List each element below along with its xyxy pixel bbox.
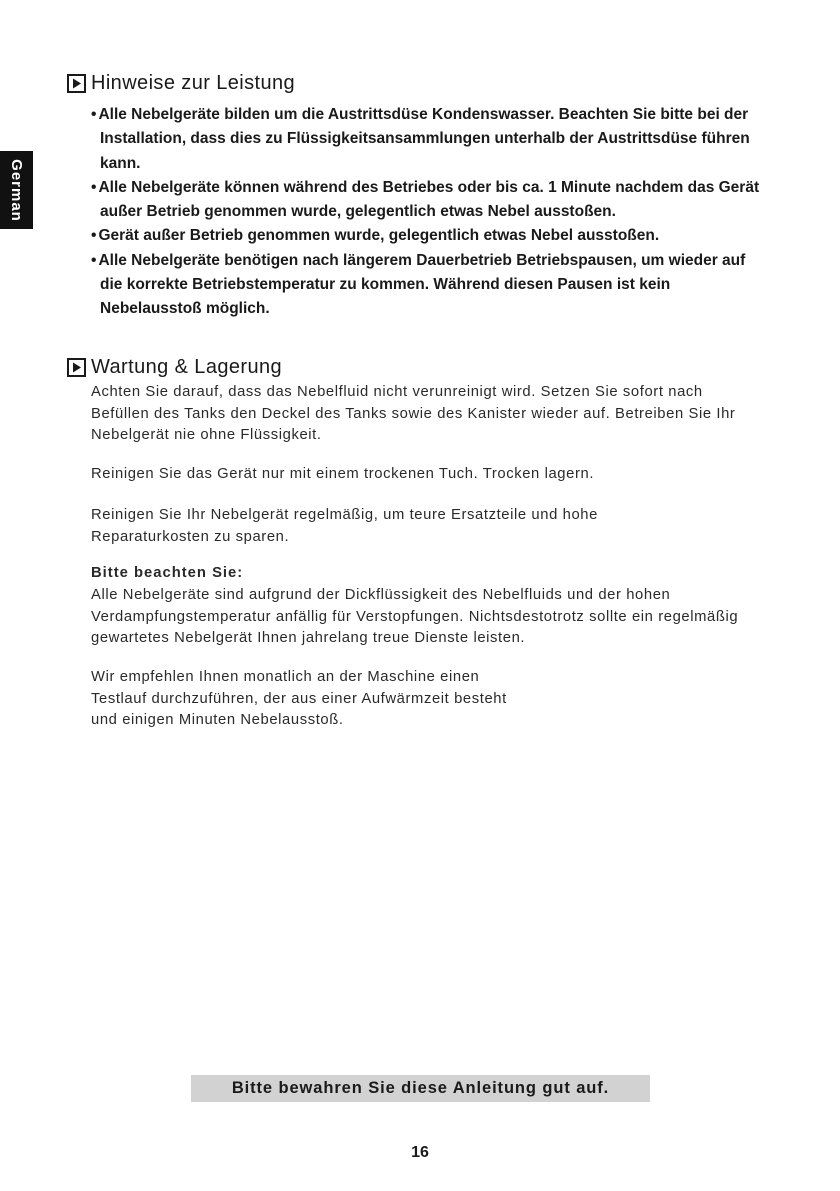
list-item: • Alle Nebelgeräte können während des Betriebes oder bis ca. 1 Minute nachdem das Gerät außer Betrieb genommen wurde, gelegentlich etwas Nebel ausstoßen. [91, 176, 771, 225]
list-item: • Alle Nebelgeräte benötigen nach längerem Dauerbetrieb Betriebspausen, um wieder auf die korrekte Betriebstemperatur zu kommen. Während diesen Pausen ist kein Nebelausstoß möglich. [91, 249, 771, 322]
note-text: Alle Nebelgeräte sind aufgrund der Dickflüssigkeit des Nebelfluids und der hohen Verdampfungstemperatur anfällig für Verstopfungen. Nichtsdestotrotz sollte ein regelmäßig gewartetes Nebelgerät Ihnen jahrelang treue Dienste leisten. [91, 587, 739, 646]
language-tab-label: German [8, 158, 26, 222]
footer-banner [191, 1075, 650, 1102]
section-title: Wartung & Lagerung [91, 356, 283, 378]
performance-bullet-list [91, 103, 771, 322]
section-title: Hinweise zur Leistung [91, 72, 296, 94]
list-item: • Gerät außer Betrieb genommen wurde, gelegentlich etwas Nebel ausstoßen. [91, 224, 771, 248]
language-tab [0, 151, 33, 229]
list-item: • Alle Nebelgeräte bilden um die Austrittsdüse Kondenswasser. Beachten Sie bitte bei der Installation, dass dies zu Flüssigkeitsansammlungen unterhalb der Austrittsdüse führen kann. [91, 103, 771, 176]
cleaning-paragraph: Reinigen Sie das Gerät nur mit einem trockenen Tuch. Trocken lagern. [91, 466, 595, 482]
recommendation-paragraph: Wir empfehlen Ihnen monatlich an der Maschine einen Testlauf durchzuführen, der aus einer Aufwärmzeit besteht und einigen Minuten Nebelausstoß. [91, 669, 507, 728]
note-title: Bitte beachten Sie: [91, 565, 244, 581]
section-heading-maintenance [67, 356, 282, 379]
section-heading-performance [67, 72, 295, 95]
page-number: 16 [411, 1144, 429, 1161]
play-icon [67, 74, 86, 93]
regular-cleaning-paragraph: Reinigen Sie Ihr Nebelgerät regelmäßig, um teure Ersatzteile und hohe Reparaturkosten zu sparen. [91, 507, 598, 545]
footer-banner-text: Bitte bewahren Sie diese Anleitung gut auf. [231, 1079, 610, 1097]
play-icon [67, 358, 86, 377]
maintenance-paragraph: Achten Sie darauf, dass das Nebelfluid nicht verunreinigt wird. Setzen Sie sofort nach Befüllen des Tanks den Deckel des Tanks sowie des Kanister wieder auf. Betreiben Sie Ihr Nebelgerät nie ohne Flüssigkeit. [91, 384, 736, 443]
